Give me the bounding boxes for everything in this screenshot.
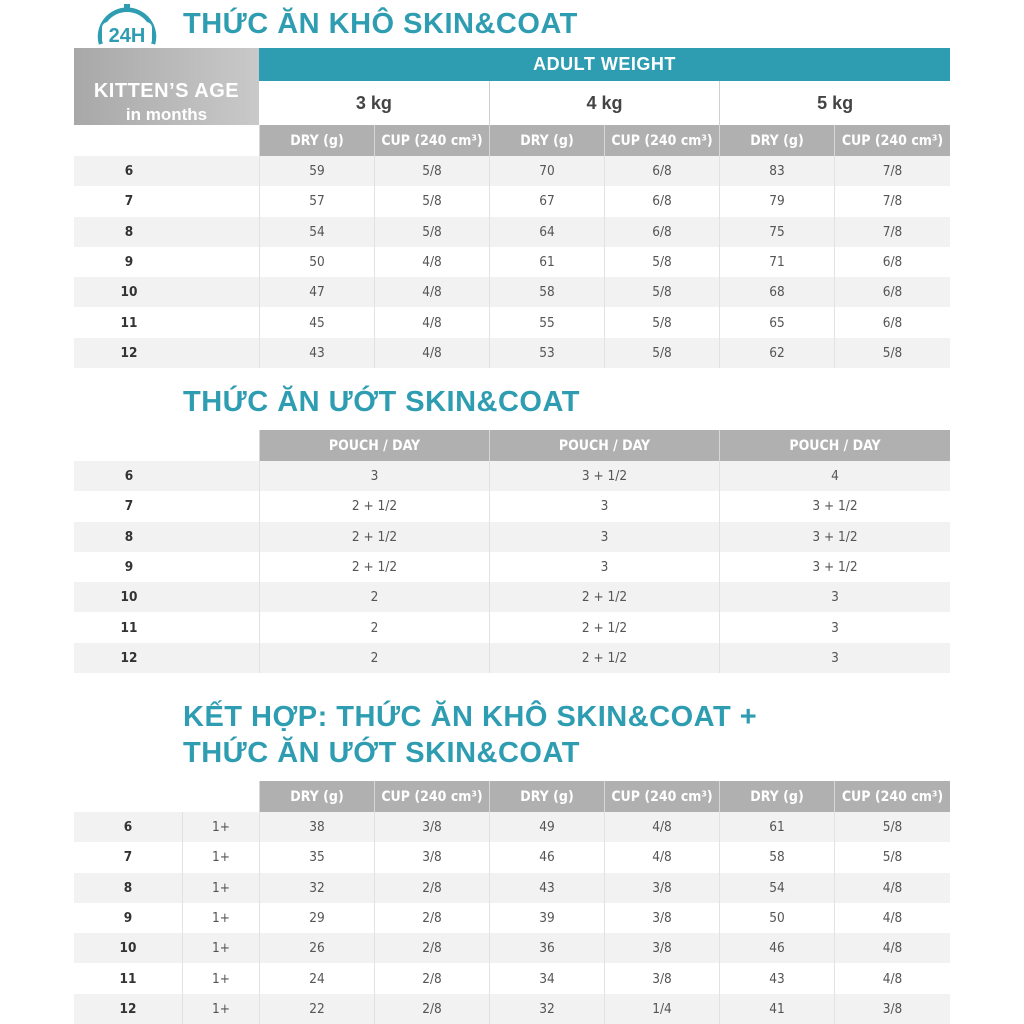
badge-text: 24H <box>108 25 146 47</box>
table-row <box>74 156 950 186</box>
age-cell: 7 <box>124 193 134 210</box>
value-cell: 5/8 <box>834 338 950 368</box>
spacer-cell <box>184 612 259 642</box>
header-spacer <box>74 125 259 156</box>
value-cell: 61 <box>489 247 604 277</box>
table-row <box>74 994 950 1024</box>
value-cell: 3 <box>489 522 719 552</box>
column-header: DRY (g) <box>489 125 604 156</box>
value-cell: 5/8 <box>374 186 489 216</box>
value-cell: 50 <box>719 903 834 933</box>
weight-5kg: 5 kg <box>719 81 950 125</box>
age-cell: 9 <box>124 254 134 271</box>
value-cell: 54 <box>719 873 834 903</box>
column-header: CUP (240 cm³) <box>834 125 950 156</box>
spacer-cell <box>184 552 259 582</box>
value-cell: 71 <box>719 247 834 277</box>
value-cell: 5/8 <box>604 338 719 368</box>
column-header-row <box>74 781 950 812</box>
age-cell: 10 <box>119 940 137 957</box>
spacer-cell <box>184 247 259 277</box>
value-cell: 59 <box>259 156 374 186</box>
kitten-age-label: KITTEN’S AGE <box>93 79 240 102</box>
value-cell: 45 <box>259 307 374 337</box>
value-cell: 7/8 <box>834 156 950 186</box>
column-header: CUP (240 cm³) <box>604 781 719 812</box>
table-row <box>74 307 950 337</box>
pouch-cell: 1+ <box>182 963 259 993</box>
age-cell: 8 <box>124 528 134 545</box>
age-cell: 11 <box>120 314 138 331</box>
age-cell: 9 <box>124 559 134 576</box>
value-cell: 4/8 <box>374 338 489 368</box>
table-row <box>74 612 950 642</box>
weight-3kg: 3 kg <box>355 92 392 113</box>
weight-headers <box>259 81 950 126</box>
table-row <box>74 933 950 963</box>
column-header: DRY (g) <box>719 125 834 156</box>
column-header: DRY (g) <box>719 781 834 812</box>
value-cell: 43 <box>259 338 374 368</box>
age-cell: 12 <box>120 344 138 361</box>
dry-food-title: THỨC ĂN KHÔ SKIN&COAT <box>183 8 578 40</box>
table-row <box>74 643 950 673</box>
value-cell: 24 <box>259 963 374 993</box>
value-cell: 4/8 <box>374 307 489 337</box>
spacer-cell <box>184 643 259 673</box>
spacer-cell <box>184 307 259 337</box>
value-cell: 35 <box>259 842 374 872</box>
value-cell: 5/8 <box>604 247 719 277</box>
value-cell: 4/8 <box>604 842 719 872</box>
mixed-food-title-line2: THỨC ĂN ƯỚT SKIN&COAT <box>183 737 580 769</box>
value-cell: 32 <box>259 873 374 903</box>
value-cell: 4/8 <box>834 873 950 903</box>
spacer-cell <box>184 522 259 552</box>
spacer-cell <box>184 461 259 491</box>
value-cell: 54 <box>259 217 374 247</box>
value-cell: 2 <box>259 612 489 642</box>
value-cell: 3/8 <box>834 994 950 1024</box>
value-cell: 2 + 1/2 <box>259 552 489 582</box>
clock-icon <box>94 4 160 48</box>
value-cell: 83 <box>719 156 834 186</box>
spacer-cell <box>184 338 259 368</box>
value-cell: 70 <box>489 156 604 186</box>
value-cell: 3 + 1/2 <box>719 552 950 582</box>
value-cell: 58 <box>489 277 604 307</box>
table-row <box>74 522 950 552</box>
header-spacer <box>74 781 259 812</box>
value-cell: 2/8 <box>374 903 489 933</box>
value-cell: 55 <box>489 307 604 337</box>
value-cell: 46 <box>489 842 604 872</box>
table-row <box>74 186 950 216</box>
table-row <box>74 277 950 307</box>
value-cell: 2/8 <box>374 873 489 903</box>
value-cell: 2/8 <box>374 963 489 993</box>
table-row <box>74 247 950 277</box>
age-cell: 6 <box>124 468 134 485</box>
value-cell: 7/8 <box>834 186 950 216</box>
table-row <box>74 842 950 872</box>
value-cell: 2 + 1/2 <box>489 612 719 642</box>
value-cell: 6/8 <box>604 156 719 186</box>
value-cell: 4 <box>719 461 950 491</box>
spacer-cell <box>184 491 259 521</box>
value-cell: 68 <box>719 277 834 307</box>
value-cell: 3 <box>719 612 950 642</box>
column-header: DRY (g) <box>259 125 374 156</box>
column-header: CUP (240 cm³) <box>834 781 950 812</box>
pouch-cell: 1+ <box>182 994 259 1024</box>
spacer-cell <box>184 217 259 247</box>
value-cell: 3/8 <box>604 903 719 933</box>
spacer-cell <box>184 186 259 216</box>
value-cell: 5/8 <box>604 307 719 337</box>
age-cell: 7 <box>124 498 134 515</box>
wet-food-table <box>74 430 950 673</box>
value-cell: 2 + 1/2 <box>259 491 489 521</box>
value-cell: 2 <box>259 643 489 673</box>
table-row <box>74 812 950 842</box>
value-cell: 58 <box>719 842 834 872</box>
value-cell: 29 <box>259 903 374 933</box>
value-cell: 5/8 <box>834 842 950 872</box>
value-cell: 7/8 <box>834 217 950 247</box>
value-cell: 47 <box>259 277 374 307</box>
value-cell: 75 <box>719 217 834 247</box>
age-cell: 10 <box>120 589 138 606</box>
pouch-cell: 1+ <box>182 812 259 842</box>
value-cell: 4/8 <box>834 963 950 993</box>
value-cell: 3/8 <box>604 963 719 993</box>
weight-4kg: 4 kg <box>489 81 720 125</box>
value-cell: 3/8 <box>604 933 719 963</box>
value-cell: 3 <box>489 552 719 582</box>
value-cell: 2/8 <box>374 933 489 963</box>
value-cell: 41 <box>719 994 834 1024</box>
pouch-cell: 1+ <box>182 903 259 933</box>
pouch-cell: 1+ <box>182 933 259 963</box>
dry-food-table <box>74 125 950 368</box>
value-cell: 79 <box>719 186 834 216</box>
age-cell: 11 <box>119 970 137 987</box>
value-cell: 4/8 <box>834 903 950 933</box>
value-cell: 6/8 <box>834 247 950 277</box>
value-cell: 3 + 1/2 <box>719 522 950 552</box>
column-header: POUCH / DAY <box>719 430 950 461</box>
value-cell: 2 + 1/2 <box>489 643 719 673</box>
value-cell: 6/8 <box>604 217 719 247</box>
value-cell: 1/4 <box>604 994 719 1024</box>
age-cell: 6 <box>123 819 133 836</box>
mixed-food-table <box>74 781 950 1024</box>
value-cell: 6/8 <box>834 307 950 337</box>
table-row <box>74 217 950 247</box>
value-cell: 46 <box>719 933 834 963</box>
table-row <box>74 552 950 582</box>
value-cell: 43 <box>719 963 834 993</box>
age-cell: 10 <box>120 284 138 301</box>
spacer-cell <box>184 156 259 186</box>
value-cell: 26 <box>259 933 374 963</box>
value-cell: 2 + 1/2 <box>259 522 489 552</box>
value-cell: 38 <box>259 812 374 842</box>
value-cell: 4/8 <box>604 812 719 842</box>
value-cell: 36 <box>489 933 604 963</box>
value-cell: 32 <box>489 994 604 1024</box>
value-cell: 49 <box>489 812 604 842</box>
table-row <box>74 491 950 521</box>
column-header: CUP (240 cm³) <box>374 125 489 156</box>
value-cell: 3 <box>719 582 950 612</box>
pouch-cell: 1+ <box>182 873 259 903</box>
column-header-row <box>74 125 950 156</box>
value-cell: 62 <box>719 338 834 368</box>
value-cell: 3 <box>489 491 719 521</box>
age-cell: 8 <box>124 223 134 240</box>
value-cell: 3/8 <box>374 842 489 872</box>
value-cell: 2 <box>259 582 489 612</box>
age-cell: 8 <box>123 879 133 896</box>
column-header: DRY (g) <box>259 781 374 812</box>
value-cell: 53 <box>489 338 604 368</box>
value-cell: 67 <box>489 186 604 216</box>
value-cell: 6/8 <box>834 277 950 307</box>
value-cell: 6/8 <box>604 186 719 216</box>
column-header: CUP (240 cm³) <box>604 125 719 156</box>
value-cell: 4/8 <box>374 247 489 277</box>
value-cell: 2 + 1/2 <box>489 582 719 612</box>
table-row <box>74 338 950 368</box>
value-cell: 4/8 <box>374 277 489 307</box>
age-cell: 9 <box>123 910 133 927</box>
column-header: POUCH / DAY <box>489 430 719 461</box>
age-cell: 12 <box>120 649 138 666</box>
value-cell: 22 <box>259 994 374 1024</box>
value-cell: 3/8 <box>374 812 489 842</box>
header-spacer <box>74 430 259 461</box>
value-cell: 39 <box>489 903 604 933</box>
spacer-cell <box>184 277 259 307</box>
column-header: DRY (g) <box>489 781 604 812</box>
column-header: CUP (240 cm³) <box>374 781 489 812</box>
age-cell: 12 <box>119 1000 137 1017</box>
value-cell: 34 <box>489 963 604 993</box>
value-cell: 65 <box>719 307 834 337</box>
value-cell: 5/8 <box>834 812 950 842</box>
in-months-label: in months <box>125 104 208 124</box>
age-cell: 7 <box>123 849 133 866</box>
value-cell: 3 + 1/2 <box>489 461 719 491</box>
table-row <box>74 461 950 491</box>
age-cell: 6 <box>124 163 134 180</box>
value-cell: 3 <box>719 643 950 673</box>
mixed-food-title-line1: KẾT HỢP: THỨC ĂN KHÔ SKIN&COAT + <box>183 701 758 733</box>
age-cell: 11 <box>120 619 138 636</box>
value-cell: 3 + 1/2 <box>719 491 950 521</box>
value-cell: 3/8 <box>604 873 719 903</box>
value-cell: 5/8 <box>604 277 719 307</box>
value-cell: 2/8 <box>374 994 489 1024</box>
column-header-row <box>74 430 950 461</box>
pouch-cell: 1+ <box>182 842 259 872</box>
value-cell: 61 <box>719 812 834 842</box>
value-cell: 64 <box>489 217 604 247</box>
value-cell: 50 <box>259 247 374 277</box>
value-cell: 4/8 <box>834 933 950 963</box>
wet-food-title: THỨC ĂN ƯỚT SKIN&COAT <box>183 386 580 418</box>
value-cell: 43 <box>489 873 604 903</box>
value-cell: 5/8 <box>374 156 489 186</box>
table-row <box>74 582 950 612</box>
value-cell: 57 <box>259 186 374 216</box>
value-cell: 3 <box>259 461 489 491</box>
spacer-cell <box>184 582 259 612</box>
table-row <box>74 903 950 933</box>
table-row <box>74 963 950 993</box>
adult-weight-header: ADULT WEIGHT <box>259 48 950 81</box>
column-header: POUCH / DAY <box>259 430 489 461</box>
value-cell: 5/8 <box>374 217 489 247</box>
table-row <box>74 873 950 903</box>
